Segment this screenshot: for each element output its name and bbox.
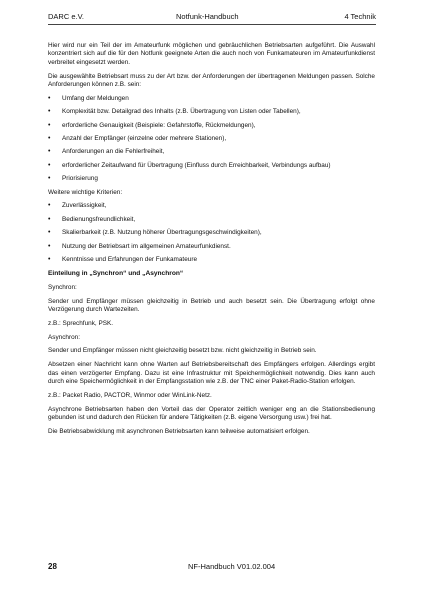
page-number: 28 xyxy=(48,562,57,571)
header-divider xyxy=(48,24,376,25)
header-organization: DARC e.V. xyxy=(48,12,84,21)
list-item: • Anforderungen an die Fehlerfreiheit, xyxy=(48,148,375,156)
asynchron-details: Absetzen einer Nachricht kann ohne Warten auf Betriebsbereitschaft des Empfängers erfolgen. Allerdings ergibt das einen verzögerter Empfang. Dazu ist eine Infrastruktur mit Speichermöglichkeit notwendig. Dies kann auch durch eine Speichermöglichkeit in der Empfangsstation wie z.B. der TNC einer Paket-Radio-Station erfolgen. xyxy=(48,361,375,386)
asynchron-description: Sender und Empfänger müssen nicht gleichzeitig besetzt bzw. nicht gleichzeitig in Betrieb sein. xyxy=(48,347,317,355)
list-item: • Zuverlässigkeit, xyxy=(48,202,375,210)
list-item: • Bedienungsfreundlichkeit, xyxy=(48,216,375,224)
page-body xyxy=(48,42,375,442)
footer-document-version: NF-Handbuch V01.02.004 xyxy=(188,562,276,571)
closing-paragraph: Die Betriebsabwicklung mit asynchronen Betriebsarten kann teilweise automatisiert erfolgen. xyxy=(48,427,310,435)
list-item: • Nutzung der Betriebsart im allgemeinen Amateurfunkdienst. xyxy=(48,243,375,251)
page-header xyxy=(48,12,376,24)
requirements-intro-paragraph: Die ausgewählte Betriebsart muss zu der Art bzw. der Anforderungen der übertragenen Meldungen passen. Solche Anforderungen können z.B. sein: xyxy=(48,72,375,89)
asynchron-advantage: Asynchrone Betriebsarten haben den Vorteil das der Operator zeitlich weniger eng an die Stationsbedienung gebunden ist und dadurch den Rücken für andere Tätigkeiten (z.B. eigene Versorgung usw.) frei hat. xyxy=(48,405,375,422)
criteria-list xyxy=(48,202,375,264)
synchron-label: Synchron: xyxy=(48,283,77,291)
asynchron-label: Asynchron: xyxy=(48,333,80,341)
section-heading: Einteilung in „Synchron“ und „Asynchron“ xyxy=(48,270,184,278)
asynchron-example: z.B.: Packet Radio, PACTOR, Winmor oder WinLink-Netz. xyxy=(48,391,212,399)
criteria-intro: Weitere wichtige Kriterien: xyxy=(48,188,123,196)
list-item: • Komplexität bzw. Detailgrad des Inhalts (z.B. Übertragung von Listen oder Tabellen), xyxy=(48,108,375,116)
header-document-title: Notfunk-Handbuch xyxy=(176,12,239,21)
intro-paragraph: Hier wird nur ein Teil der im Amateurfunk möglichen und gebräuchlichen Betriebsarten aufgeführt. Die Auswahl konzentriert sich auf die für den Notfunk geeignete Arten die auch noch von Funkamateuren im Amateurfunkdienst verbreitet eingesetzt werden. xyxy=(48,42,375,66)
list-item: • Anzahl der Empfänger (einzelne oder mehrere Stationen), xyxy=(48,135,375,143)
list-item: • Priorisierung xyxy=(48,175,375,183)
list-item: • Skalierbarkeit (z.B. Nutzung höherer Übertragungsgeschwindigkeiten), xyxy=(48,229,375,237)
list-item: • erforderliche Genauigkeit (Beispiele: Gefahrstoffe, Rückmeldungen), xyxy=(48,122,375,130)
list-item: • erforderlicher Zeitaufwand für Übertragung (Einfluss durch Erreichbarkeit, Verbindungs aufbau) xyxy=(48,162,375,170)
list-item: • Kenntnisse und Erfahrungen der Funkamateure xyxy=(48,256,375,264)
synchron-description: Sender und Empfänger müssen gleichzeitig in Betrieb und auch besetzt sein. Die Übertragung erfolgt ohne Verzögerung durch Wartezeiten. xyxy=(48,297,375,314)
list-item: • Umfang der Meldungen xyxy=(48,95,375,103)
header-chapter: 4 Technik xyxy=(344,12,376,21)
synchron-example: z.B.: Sprechfunk, PSK. xyxy=(48,319,114,327)
requirements-list xyxy=(48,95,375,184)
